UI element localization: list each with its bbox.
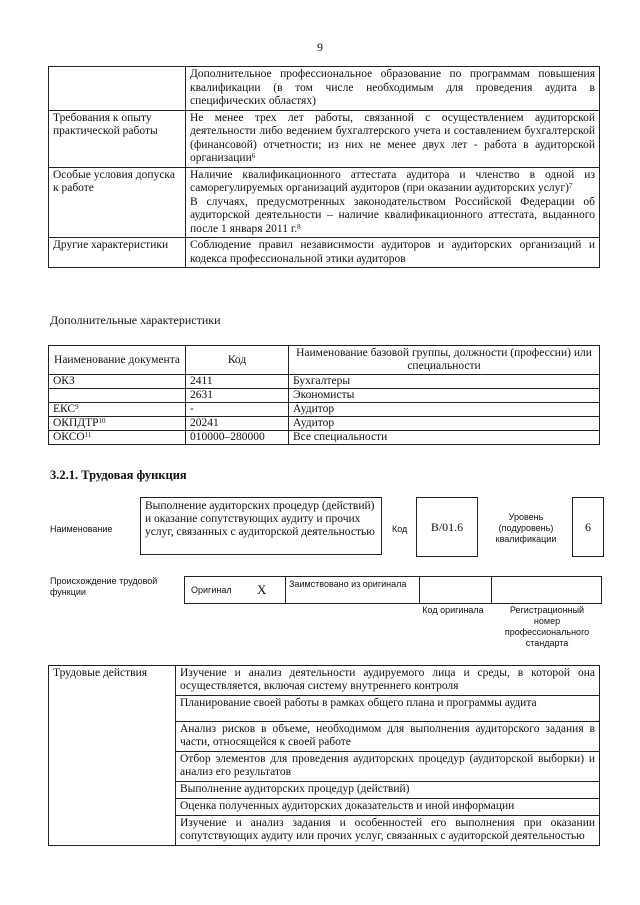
function-name-label: Наименование	[50, 524, 113, 534]
origin-box	[184, 576, 602, 604]
row-label: Особые условия допуска к работе	[49, 167, 186, 238]
table-row	[49, 167, 600, 238]
registration-number-caption: Регистрационный номер профессионального стандарта	[504, 605, 590, 648]
doc-cell	[49, 375, 186, 389]
row-value	[186, 110, 600, 167]
table-row	[49, 403, 600, 417]
table-header-row	[49, 346, 600, 375]
name-cell: Все специальности	[289, 431, 600, 445]
column-header: Код	[186, 346, 289, 375]
labor-action-item: Оценка полученных аудиторских доказательств и иной информации	[176, 799, 600, 816]
code-cell: 2631	[186, 389, 289, 403]
code-original-caption: Код оригинала	[422, 605, 484, 615]
row-value	[186, 167, 600, 238]
code-cell: 20241	[186, 417, 289, 431]
table-row	[49, 238, 600, 268]
divider	[419, 577, 420, 603]
table-row	[49, 375, 600, 389]
labor-action-item: Изучение и анализ деятельности аудируемого лица и среды, в которой она осуществляется, включая систему внутреннего контроля	[176, 666, 600, 696]
function-code-value: B/01.6	[416, 497, 478, 557]
original-label: Оригинал	[191, 585, 232, 595]
labor-action-item: Планирование своей работы в рамках общего плана и программы аудита	[176, 696, 600, 722]
labor-action-item: Анализ рисков в объеме, необходимом для выполнения аудиторского задания в части, относящейся к своей работе	[176, 722, 600, 752]
code-cell: 2411	[186, 375, 289, 389]
labor-actions-label: Трудовые действия	[49, 666, 176, 846]
footnote-ref: 11	[84, 431, 92, 439]
doc-name: ОКСО	[53, 431, 85, 443]
divider	[285, 577, 286, 603]
row-label	[49, 67, 186, 111]
row-label: Требования к опыту практической работы	[49, 110, 186, 167]
doc-cell	[49, 403, 186, 417]
labor-actions-table	[48, 665, 600, 846]
name-cell: Аудитор	[289, 417, 600, 431]
row-value-text: Не менее трех лет работы, связанной с осуществлением аудиторской деятельности либо ведением бухгалтерского учета и составлением бухгалтерской (финансовой) отчетности; из них не менее двух лет - работа в аудиторской организации	[190, 111, 595, 164]
page-number: 9	[317, 40, 323, 54]
section-title: 3.2.1. Трудовая функция	[50, 468, 187, 482]
origin-label: Происхождение трудовой функции	[50, 576, 158, 597]
borrowed-label: Заимствовано из оригинала	[289, 579, 407, 589]
table-row	[49, 666, 600, 696]
row-value-text: Наличие квалификационного аттестата аудитора и членство в одной из саморегулируемых организаций аудиторов (при оказании аудиторских услуг)	[190, 168, 595, 194]
table-row	[49, 431, 600, 445]
row-value: Соблюдение правил независимости аудиторов и аудиторских организаций и кодекса профессиональной этики аудиторов	[186, 238, 600, 268]
qualification-requirements-table	[48, 66, 600, 268]
function-code-label: Код	[392, 524, 408, 534]
divider	[491, 577, 492, 603]
row-value-paragraph	[190, 169, 595, 196]
additional-characteristics-title: Дополнительные характеристики	[50, 313, 221, 327]
footnote-ref: 8	[297, 222, 301, 231]
row-value-text: В случаях, предусмотренных законодательством Российской Федерации об аудиторской деятельности – наличие квалификационного аттестата, выданного после 1 января 2011 г.	[190, 195, 595, 235]
doc-cell	[49, 417, 186, 431]
doc-cell	[49, 389, 186, 403]
row-value-paragraph	[190, 196, 595, 237]
code-cell: 010000–280000	[186, 431, 289, 445]
table-row	[49, 417, 600, 431]
doc-name: ОКПДТР	[53, 417, 99, 429]
doc-cell	[49, 431, 186, 445]
name-cell: Экономисты	[289, 389, 600, 403]
footnote-ref: 7	[568, 182, 573, 190]
code-cell: -	[186, 403, 289, 417]
doc-name: ЕКС	[53, 403, 76, 415]
name-cell: Аудитор	[289, 403, 600, 417]
function-name-value: Выполнение аудиторских процедур (действий) и оказание сопутствующих аудиту и прочих услуг, связанных с аудиторской деятельностью	[140, 497, 382, 555]
footnote-ref: 9	[75, 403, 79, 411]
original-mark: X	[257, 582, 267, 597]
qualification-level-value: 6	[572, 497, 604, 557]
column-header: Наименование документа	[49, 346, 186, 375]
doc-name: ОКЗ	[53, 375, 75, 387]
table-row	[49, 389, 600, 403]
additional-characteristics-table	[48, 345, 600, 445]
labor-action-item: Изучение и анализ задания и особенностей его выполнения при оказании сопутствующих аудиту или прочих услуг, связанных с аудиторской деятельностью	[176, 816, 600, 846]
table-row	[49, 67, 600, 111]
labor-action-item: Отбор элементов для проведения аудиторских процедур (аудиторской выборки) и анализ его результатов	[176, 752, 600, 782]
footnote-ref: 6	[251, 152, 256, 160]
column-header: Наименование базовой группы, должности (профессии) или специальности	[289, 346, 600, 375]
row-value: Дополнительное профессиональное образование по программам повышения квалификации (в том числе необходимым для проведения аудита в специфических областях)	[186, 67, 600, 111]
qualification-level-label: Уровень (подуровень) квалификации	[495, 512, 557, 544]
row-label: Другие характеристики	[49, 238, 186, 268]
table-row	[49, 110, 600, 167]
labor-action-item: Выполнение аудиторских процедур (действий)	[176, 782, 600, 799]
name-cell: Бухгалтеры	[289, 375, 600, 389]
footnote-ref: 10	[98, 417, 106, 425]
